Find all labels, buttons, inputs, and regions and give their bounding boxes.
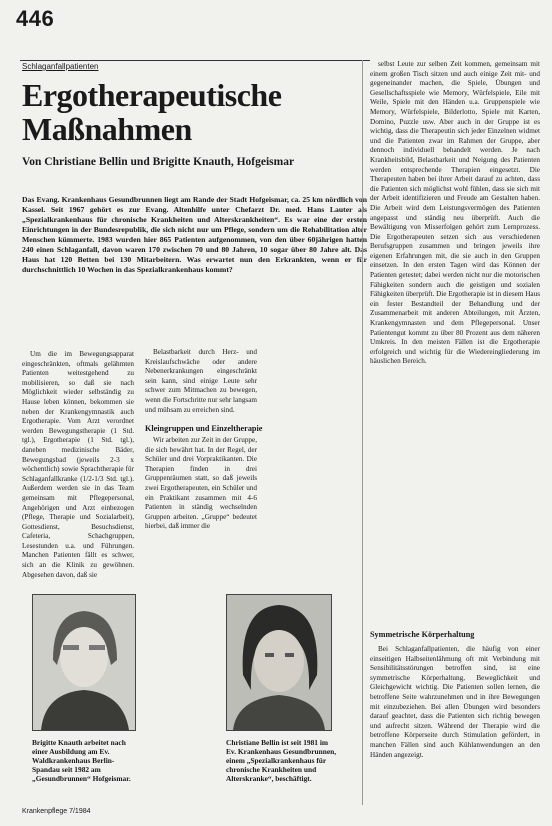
body-column-3 — [370, 60, 540, 620]
body-column-1 — [22, 350, 134, 582]
body-column-2b — [145, 436, 257, 581]
column-divider — [362, 60, 363, 805]
page-folio: Krankenpflege 7/1984 — [22, 808, 91, 815]
paragraph: Belastbarkeit durch Herz- und Kreislaufschwäche oder andere Nebenerkrankungen eingeschränkt sein kann, sind einige Leute sehr schwer zum Mitmachen zu bewegen, wenn die Fortschritte nur sehr langsam und mühsam zu erreichen sind. — [145, 348, 257, 414]
photo-caption-bellin: Christiane Bellin ist seit 1981 im Ev. Krankenhaus Gesundbrunnen, einem „Spezialkrankenhaus für chronische Krankheiten und Alterskranke“, beschäftigt. — [226, 738, 337, 783]
article-lead: Das Evang. Krankenhaus Gesundbrunnen liegt am Rande der Stadt Hofgeismar, ca. 25 km nördlich von Kassel. Seit 1967 gehört es zur Evang. Altenhilfe unter Chefarzt Dr. med. Hans Lauter als „Spezialkrankenhaus für chronische Krankheiten und Alterskrankheiten“. Es war eine der ersten Einrichtungen in der Bundesrepublik, die sich nicht nur um Pflege, sondern um die Rehabilitation alter Menschen kümmerte. 1983 wurden hier 865 Patienten aufgenommen, von den über 60jährigen hatten 240 einen Schlaganfall, davon waren 170 zwischen 70 und 80 Jahren, 10 sogar über 80 Jahre alt. Das Haus hat 120 Betten bei 130 Mitarbeitern. Was erwartet nun den Erkrankten, wenn er für durchschnittlich 10 Wochen in das Spezialkrankenhaus kommt? — [22, 195, 367, 274]
paragraph: selbst Leute zur selben Zeit kommen, gemeinsam mit einem großen Tisch sitzen und auch einige Zeit mit- und gegeneinander machen, die Spiele, Übungen und Gesellschaftsspiele wie Memory, Würfelspiele, Eile mit Weile, Spiele mit den Händen u.a. Gruppenspiele wie Memory, Würfelspiele, Bilderlotto, Spiele mit Karten, Domino, Puzzle usw. Aber auch in der Gruppe ist es wichtig, dass die Therapeutin sich jeder Einzelnen widmet und die Patienten zwar im Rahmen der Gruppe, aber dennoch individuell behandelt werden. Je nach Krankheitsbild, Belastbarkeit und Neigung des Patienten werden entsprechende Therapien eingesetzt. Die Therapeuten haben bei ihrer Arbeit darauf zu achten, dass die Patienten sich möglichst wohl fühlen, dass sie sich mit der Arbeit identifizieren und Freude am Gestalten haben. Die Arbeit wird dem Leistungsvermögen des Patienten angepasst und ständig neu überprüft. Auch die Bewältigung von Misserfolgen gehört zum Lernprozess. Die Ergotherapeuten setzen sich aus verschiedenen Berufsgruppen zusammen und bringen jeweils ihre eigenen Erfahrungen mit, die sie auch in den Gruppen einsetzen. In den ersten Tagen wird das Können der Patienten getestet; dabei werden nicht nur die motorischen Fähigkeiten sondern auch die geistigen und sozialen Fähigkeiten überprüft. Die Ergotherapie ist in diesem Haus ein fester Bestandteil der Behandlung und der Zusammenarbeit mit anderen Abteilungen, mit Ärzten, Krankengymnasten und dem Pflegepersonal. Unser Patientengut kommt zu über 80 Prozent aus dem näheren Umkreis. In den meisten Fällen ist die Ergotherapie erfolgreich und wichtig für die Wiedereingliederung im häuslichen Bereich. — [370, 60, 540, 366]
paragraph: Um die im Bewegungsapparat eingeschränkten, oftmals gelähmten Patienten weitestgehend zu mobilisieren, so daß sie nach Möglichkeit wieder selbständig zu Hause leben können, bekommen sie neben der Krankengymnastik auch Ergotherapie. Vom Arzt verordnet werden Bewegungstherapie (1 Std. tgl.), Ergotherapie (1 Std. tgl.), daneben medizinische Bäder, Bewegungsbad (jeweils 2-3 x wöchentlich) sowie Sprachtherapie für Schlaganfallkranke (1/2-1/3 Std. tgl.). Außerdem werden sie in das Team gemeinsam mit Pflegepersonal, Angehörigen und Arzt einbezogen (Pflege, Therapie und Sozialarbeit), Gottesdienst, Besuchsdienst, Cafeteria, Schachgruppen, Lesestunden u.a. und Führungen. Manchen Patienten fällt es schwer, sich an die Klinik zu gewöhnen. Abgesehen davon, daß sie — [22, 350, 134, 579]
portrait-photo-bellin — [226, 594, 332, 731]
portrait-image — [33, 595, 135, 730]
photo-caption-knauth: Brigitte Knauth arbeitet nach einer Ausbildung am Ev. Waldkrankenhaus Berlin-Spandau seit 1982 am „Gesundbrunnen“ Hofgeismar. — [32, 738, 131, 783]
paragraph: Wir arbeiten zur Zeit in der Gruppe, die sich bewährt hat. In der Regel, der Schüler und drei Vorpraktikanten. Die Therapien finden in drei Gruppenräumen statt, so daß jeweils zwei Ergotherapeuten, ein Schüler und ein Praktikant zusammen mit 4-6 Patienten in ständig wechselnden Gruppen arbeiten. „Gruppe“ bedeutet hierbei, daß immer die — [145, 436, 257, 531]
subheading-koerperhaltung: Symmetrische Körperhaltung — [370, 630, 475, 639]
body-column-3b — [370, 645, 540, 795]
article-title: Ergotherapeutische Maßnahmen — [22, 77, 282, 147]
body-column-2 — [145, 348, 257, 414]
header-rule — [20, 60, 370, 61]
article-authors: Von Christiane Bellin und Brigitte Knauth, Hofgeismar — [22, 156, 295, 168]
subheading-kleingruppen: Kleingruppen und Einzeltherapie — [145, 424, 263, 433]
paragraph: Bei Schlaganfallpatienten, die häufig von einer einseitigen Halbseitenlähmung oft mit Verbindung mit Sensibilitätsstörungen betroffen sind, ist eine symmetrische Körperhaltung, Beweglichkeit und Gleichgewicht wichtig. Die Patienten sollen lernen, die betroffene Seite wahrzunehmen und in ihre Bewegungen mit einzubeziehen. Bei allen Übungen wird besonders darauf geachtet, dass die Patienten sich richtig bewegen und aufrecht sitzen. Während der Therapie wird die betroffene Körperseite durch Stimulation gefördert, in manchen Fällen sind auch Kühlanwendungen an den Händen angezeigt. — [370, 645, 540, 759]
rubric: Schlaganfallpatienten — [22, 62, 99, 71]
portrait-image — [227, 595, 331, 730]
portrait-photo-knauth — [32, 594, 136, 731]
page-number: 446 — [16, 6, 55, 31]
